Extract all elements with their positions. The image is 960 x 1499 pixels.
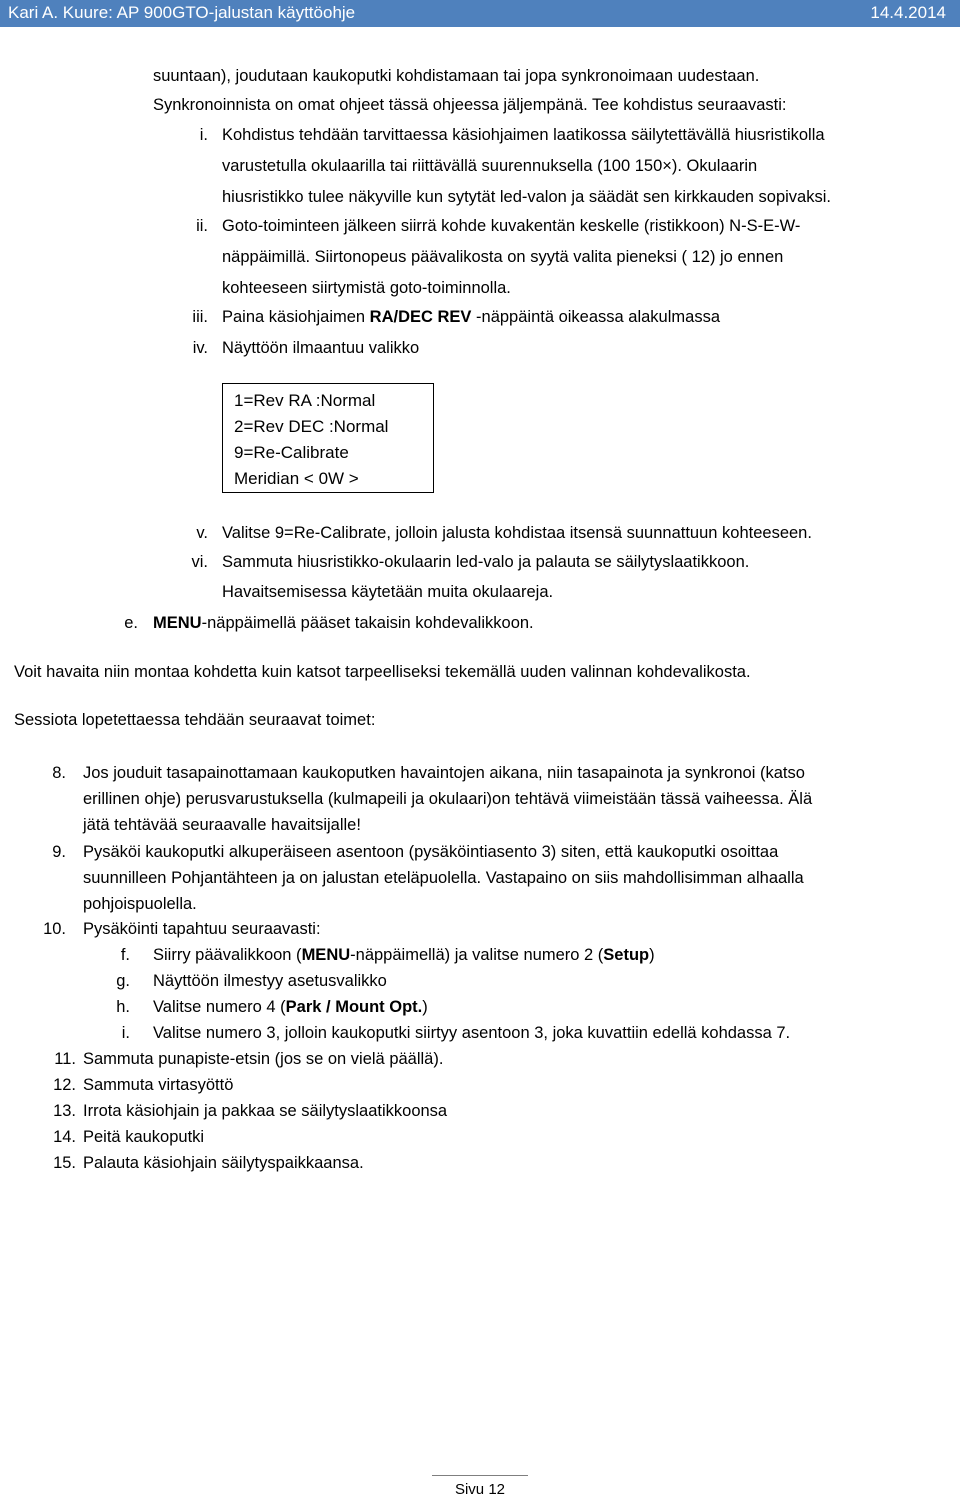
step-i-line-3: hiusristikko tulee näkyville kun sytytät led-valon ja säädät sen kirkkauden sopivaksi.	[222, 188, 831, 206]
hand-controller-menu-display	[222, 383, 434, 493]
step-e-line: MENU-näppäimellä pääset takaisin kohdevalikkoon.	[153, 614, 534, 632]
sub-g-number: g.	[116, 972, 130, 990]
item-15-number: 15.	[53, 1154, 76, 1172]
menu-line-1: 1=Rev RA :Normal	[234, 391, 376, 410]
item-10-line: Pysäköinti tapahtuu seuraavasti:	[83, 920, 321, 938]
step-i-number: i.	[199, 126, 208, 144]
item-12-number: 12.	[53, 1076, 76, 1094]
item-11-number: 11.	[54, 1050, 76, 1068]
item-14-number: 14.	[53, 1128, 76, 1146]
sub-h-line: Valitse numero 4 (Park / Mount Opt.)	[153, 998, 428, 1016]
item-13-number: 13.	[53, 1102, 76, 1120]
step-iv-line: Näyttöön ilmaantuu valikko	[222, 339, 420, 357]
step-vi-number: vi.	[191, 553, 208, 571]
paragraph-session-end: Sessiota lopetettaessa tehdään seuraavat toimet:	[14, 711, 376, 729]
step-ii-line-3: kohteeseen siirtymistä goto-toiminnolla.	[222, 279, 511, 297]
item-14-line: Peitä kaukoputki	[83, 1128, 205, 1146]
step-i-line-1: Kohdistus tehdään tarvittaessa käsiohjaimen laatikossa säilytettävällä hiusristikolla	[222, 126, 825, 144]
item-11-line: Sammuta punapiste-etsin (jos se on vielä päällä).	[83, 1050, 444, 1068]
menu-line-2: 2=Rev DEC :Normal	[234, 417, 389, 436]
step-iii-number: iii.	[192, 308, 208, 326]
menu-key: MENU	[153, 614, 202, 632]
step-vi-line-1: Sammuta hiusristikko-okulaarin led-valo ja palauta se säilytyslaatikkoon.	[222, 553, 750, 571]
item-9-line-3: pohjoispuolella.	[83, 895, 197, 913]
sub-h-number: h.	[116, 998, 130, 1016]
item-9-number: 9.	[52, 843, 66, 861]
step-ii-number: ii.	[196, 217, 208, 235]
step-i-line-2: varustetulla okulaarilla tai riittävällä suurennuksella (100 150×). Okulaarin	[222, 157, 758, 175]
item-9-line-1: Pysäköi kaukoputki alkuperäiseen asentoon (pysäköintiasento 3) siten, että kaukoputki osoittaa	[83, 843, 779, 861]
sub-i-number: i.	[121, 1024, 130, 1042]
step-v-line: Valitse 9=Re-Calibrate, jolloin jalusta kohdistaa itsensä suunnattuun kohteeseen.	[222, 524, 812, 542]
paragraph-observe-more: Voit havaita niin montaa kohdetta kuin katsot tarpeelliseksi tekemällä uuden valinnan kohdevalikosta.	[14, 663, 751, 681]
menu-line-3: 9=Re-Calibrate	[234, 443, 349, 462]
sub-g-line: Näyttöön ilmestyy asetusvalikko	[153, 972, 387, 990]
item-13-line: Irrota käsiohjain ja pakkaa se säilytyslaatikkoonsa	[83, 1102, 448, 1120]
step-ii-line-2: näppäimillä. Siirtonopeus päävalikosta on syytä valita pieneksi ( 12) jo ennen	[222, 248, 784, 266]
item-8-line-3: jätä tehtävää seuraavalle havaitsijalle!	[83, 816, 361, 834]
sub-f-number: f.	[120, 946, 130, 964]
intro-line-2: Synkronoinnista on omat ohjeet tässä ohjeessa jäljempänä. Tee kohdistus seuraavasti:	[153, 96, 787, 114]
step-v-number: v.	[196, 524, 208, 542]
ra-dec-rev-key: RA/DEC REV	[369, 308, 472, 326]
item-8-line-1: Jos jouduit tasapainottamaan kaukoputken havaintojen aikana, niin tasapainota ja synkronoi (katso	[83, 764, 805, 782]
step-ii-line-1: Goto-toiminteen jälkeen siirrä kohde kuvakentän keskelle (ristikkoon) N-S-E-W-	[222, 217, 801, 235]
intro-line-1: suuntaan), joudutaan kaukoputki kohdistamaan tai jopa synkronoimaan uudestaan.	[153, 67, 760, 85]
item-15-line: Palauta käsiohjain säilytyspaikkaansa.	[83, 1154, 364, 1172]
page-header	[0, 0, 960, 27]
step-iv-number: iv.	[192, 339, 208, 357]
item-8-number: 8.	[52, 764, 66, 782]
sub-i-line: Valitse numero 3, jolloin kaukoputki siirtyy asentoon 3, joka kuvattiin edellä kohdassa 7.	[153, 1024, 791, 1042]
footer-rule	[432, 1475, 528, 1476]
header-title: Kari A. Kuure: AP 900GTO-jalustan käyttöohje	[8, 3, 356, 22]
page-number: Sivu 12	[454, 1481, 506, 1498]
step-vi-line-2: Havaitsemisessa käytetään muita okulaareja.	[222, 583, 554, 601]
item-8-line-2: erillinen ohje) perusvarustuksella (kulmapeili ja okulaari)on tehtävä viimeistään tässä vaiheessa. Älä	[83, 790, 813, 808]
sub-f-line: Siirry päävalikkoon (MENU-näppäimellä) ja valitse numero 2 (Setup)	[153, 946, 655, 964]
item-9-line-2: suunnilleen Pohjantähteen ja on jalustan eteläpuolella. Vastapaino on siis mahdollisimman alhaalla	[83, 869, 804, 887]
item-10-number: 10.	[43, 920, 66, 938]
menu-line-4: Meridian < 0W >	[234, 469, 359, 488]
step-iii-line: Paina käsiohjaimen RA/DEC REV -näppäintä oikeassa alakulmassa	[222, 308, 721, 326]
step-e-number: e.	[124, 614, 138, 632]
header-date: 14.4.2014	[870, 3, 946, 22]
item-12-line: Sammuta virtasyöttö	[83, 1076, 234, 1094]
